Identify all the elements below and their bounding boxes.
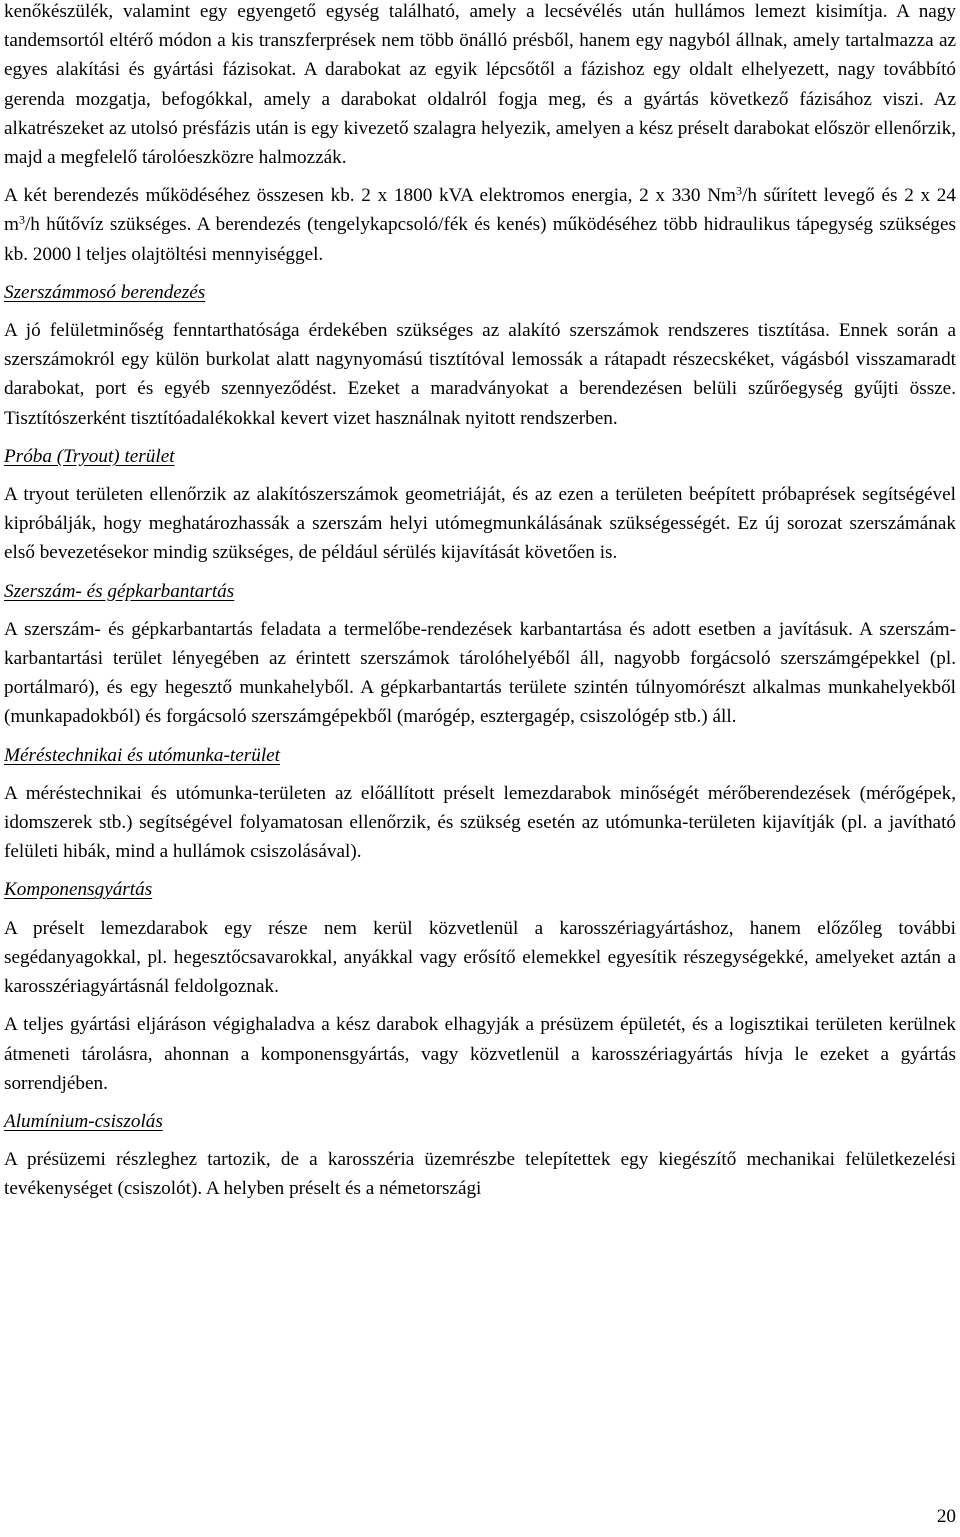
- paragraph-component-manufacturing-2: A teljes gyártási eljáráson végighaladva a kész darabok elhagyják a présüzem épületét, és a logisztikai területen kerülnek átmeneti tárolásra, ahonnan a komponensgyártás, vagy közvetlenül a karosszériagyártás hívja le ezeket a gyártás sorrendjében.: [4, 1014, 956, 1094]
- paragraph-component-manufacturing-1: A préselt lemezdarabok egy része nem kerül közvetlenül a karosszériagyártáshoz, hanem előzőleg további segédanyagokkal, pl. hegesztőcsavarokkal, anyákkal vagy erősítő elemekkel egyesítik részegységekké, amelyeket aztán a karosszériagyártásnál feldolgoznak.: [4, 917, 956, 998]
- heading-metrology: Méréstechnikai és utómunka-terület: [4, 744, 280, 766]
- heading-component-manufacturing: Komponensgyártás: [4, 879, 153, 901]
- heading-aluminium-grinding: Alumínium-csiszolás: [4, 1110, 163, 1132]
- document-page: [4, 0, 956, 1213]
- paragraph-energy-requirements: A két berendezés működéséhez összesen kb. 2 x 1800 kVA elektromos energia, 2 x 330 Nm$^3$/h sűrített levegő és 2 x 24 $m^3/h$ hűtővíz szükséges. A berendezés (tengelykapcsoló/fék és kenés) működéséhez több hidraulikus tápegység szükséges kb. 2000 l teljes olajtöltési mennyiséggel.: [4, 183, 956, 265]
- paragraph-tandem-transfer: kenőkészülék, valamint egy egyengető egység található, amely a lecsévélés után hullámos lemezt kisimítja. A nagy tandemsortól eltérő módon a kis transzferprések nem több önálló présből, hanem egy nagyból állnak, amely tartalmazza az egyes alakítási és gyártási fázisokat. A darabokat az egyik lépcsőtől a fázishoz egy oldalt elhelyezett, nagy továbbító gerenda mozgatja, befogókkal, amely a darabokat oldalról fogja meg, és a gyártás következő fázisához viszi. Az alkatrészeket az utolsó présfázis után is egy kivezető szalagra helyezik, amelyen a kész préselt darabokat először ellenőrzik, majd a megfelelő tárolóeszközre halmozzák.: [4, 1, 956, 169]
- paragraph-metrology: A méréstechnikai és utómunka-területen az előállított préselt lemezdarabok minőségét mérőberendezések (mérőgépek, idomszerek stb.) segítségével folyamatosan ellenőrzik, és szükség esetén az utómunka-területen kijavítják (pl. a javítható felületi hibák, mind a hullámok csiszolásával).: [4, 782, 956, 863]
- page-number: 20: [936, 1506, 956, 1527]
- heading-maintenance: Szerszám- és gépkarbantartás: [4, 580, 235, 602]
- heading-tryout-area: Próba (Tryout) terület: [4, 445, 175, 467]
- paragraph-maintenance: A szerszám- és gépkarbantartás feladata a termelőbe-rendezések karbantartása és adott esetben a javításuk. A szerszám-karbantartási terület lényegében az érintett szerszámok tárolóhelyéből áll, nagyobb forgácsoló szerszámgépekkel (pl. portálmaró), és egy hegesztő munkahelyből. A gépkarbantartás területe szintén túlnyomórészt alkalmas munkahelyekből (munkapadokból) és forgácsoló szerszámgépekből (marógép, esztergagép, csiszológép stb.) áll.: [4, 618, 956, 728]
- heading-tool-washer: Szerszámmosó berendezés: [4, 281, 206, 303]
- paragraph-aluminium-grinding: A présüzemi részleghez tartozik, de a karosszéria üzemrészbe telepítettek egy kiegészítő mechanikai felületkezelési tevékenységet (csiszolót). A helyben préselt és a németországi: [4, 1149, 956, 1200]
- paragraph-tryout-area: A tryout területen ellenőrzik az alakítószerszámok geometriáját, és az ezen a területen beépített próbaprések segítségével kipróbálják, hogy meghatározhassák a szerszám helyi utómegmunkálásának szükségességét. Ez új sorozat szerszámának első bevezetésekor mindig szükséges, de például sérülés kijavítását követően is.: [4, 484, 956, 564]
- paragraph-tool-washer: A jó felületminőség fenntarthatósága érdekében szükséges az alakító szerszámok rendszeres tisztítása. Ennek során a szerszámokról egy külön burkolat alatt nagynyomású tisztítóval lemossák a rátapadt részecskéket, vágásból visszamaradt darabokat, port és egyéb szennyeződést. Ezeket a maradványokat a berendezésen belüli szűrőegység gyűjti össze. Tisztítószerként tisztítóadalékokkal kevert vizet használnak nyitott rendszerben.: [4, 320, 956, 429]
